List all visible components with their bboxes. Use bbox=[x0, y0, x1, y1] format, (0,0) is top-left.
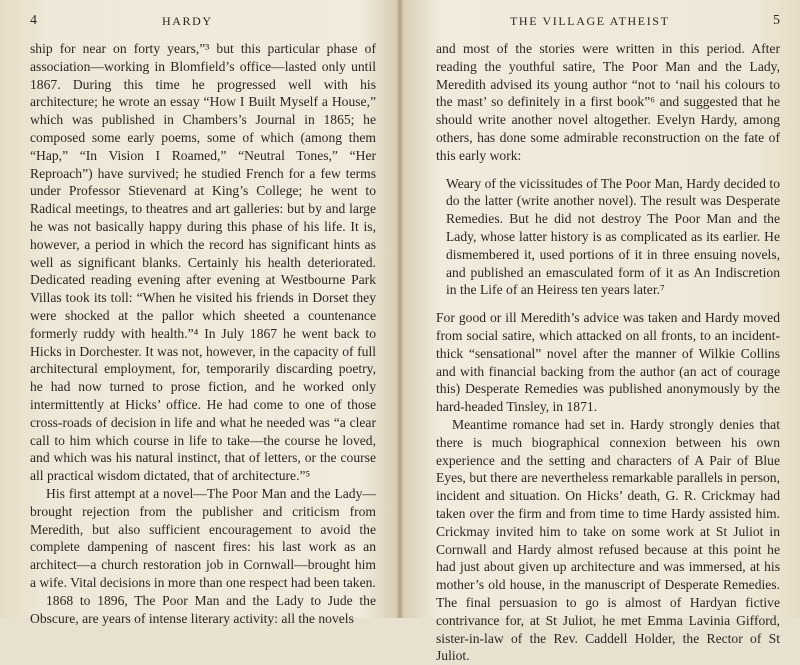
right-page bbox=[436, 0, 780, 664]
book-gutter bbox=[396, 0, 404, 618]
right-paragraph-4: Meantime romance had set in. Hardy strongly denies that there is much biographical connexion between his own experience and the setting and characters of A Pair of Blue Eyes, but there are nevertheless remarkable parallels in person, incident and situation. On Hicks’ death, G. R. Crickmay had taken over the firm and from time to time Hardy assisted him. Crickmay invited him to take on some work at St Juliot in Cornwall and Hardy almost refused because at this point he had just about given up architecture and was immersed, at his mother’s old house, in the manuscript of Desperate Remedies. The final persuasion to go is almost of Hardyan fictive contrivance for, at St Juliot, he met Emma Lavinia Gifford, sister-in-law of the Rev. Caddell Holder, the Rector of St Juliot. bbox=[436, 416, 780, 664]
left-paragraph-2: His first attempt at a novel—The Poor Man and the Lady—brought rejection from the publisher and criticism from Meredith, but also sufficient encouragement to avoid the complete dampening of nascent fires: his last work as an architect—a church restoration job in Cornwall—brought him a wife. Vital decisions in more than one respect had been taken. bbox=[30, 485, 376, 590]
left-paragraph-1: ship for near on forty years,”³ but this particular phase of association—working in Blomfield’s office—lasted only until 1867. During this time he progressed well with his architecture; he wrote an essay “How I Built Myself a House,” which was published in Chambers’s Journal in 1865; he composed some early poems, some of which (among them “Hap,” “In Vision I Roamed,” “Neutral Tones,” “Her Reproach”) have survived; he studied French for a few terms under Professor Stievenard at King’s College; he went to Radical meetings, to theatres and art galleries: but by and large he was not basically happy during this phase of his life. It is, however, a period in which the record has significant hints as well as significant blanks. Certainly his health deteriorated. Dedicated reading evening after evening at Westbourne Park Villas took its toll: “When he visited his friends in Dorset they were shocked at the pallor which sheeted a countenance formerly ruddy with health.”⁴ In July 1867 he went back to Hicks in Dorchester. It was not, however, in the capacity of full architectural employment, for, temporarily discarding poetry, he had now turned to prose fiction, and he worked only intermittently at Hicks’ office. He had come to one of those cross-roads of decision in life and what he needed was “a clear call to him which course in life to take—the course he loved, and which was his natural instinct, that of letters, or the course all practical wisdom dictated, that of architecture.”⁵ bbox=[30, 41, 376, 484]
block-quote: Weary of the vicissitudes of The Poor Man, Hardy decided to do the latter (write another novel). The result was Desperate Remedies. But he did not destroy The Poor Man and the Lady, whose latter history is as complicated as its earlier. He dismembered it, used portions of it in three ensuing novels, and published an emasculated form of it as An Indiscretion in the Life of an Heiress ten years later.⁷ bbox=[446, 175, 780, 298]
right-paragraph-3: For good or ill Meredith’s advice was taken and Hardy moved from social satire, which attacked on all fronts, to an incident-thick “sensational” novel after the manner of Wilkie Collins and with financial backing from the author (an act of courage this) Desperate Remedies was published anonymously by the hard-headed Tinsley, in 1871. bbox=[436, 310, 780, 415]
left-running-head: HARDY bbox=[162, 14, 213, 28]
right-paragraph-1: and most of the stories were written in this period. After reading the youthful satire, The Poor Man and the Lady, Meredith advised its young author “not to ‘nail his colours to the mast’ so definitely in a first book”⁶ and suggested that he should write another novel altogether. Evelyn Hardy, among others, has done some admirable reconstruction on the fate of this early work: bbox=[436, 41, 780, 163]
left-page bbox=[30, 0, 376, 626]
right-page-header bbox=[436, 14, 780, 34]
left-page-header bbox=[30, 14, 376, 34]
left-page-number: 4 bbox=[30, 13, 37, 28]
left-paragraph-3: 1868 to 1896, The Poor Man and the Lady to Jude the Obscure, are years of intense literary activity: all the novels bbox=[30, 592, 376, 626]
right-running-head: THE VILLAGE ATHEIST bbox=[510, 14, 670, 28]
left-page-body bbox=[30, 40, 376, 627]
right-page-number: 5 bbox=[773, 13, 780, 28]
right-page-body bbox=[436, 40, 780, 665]
